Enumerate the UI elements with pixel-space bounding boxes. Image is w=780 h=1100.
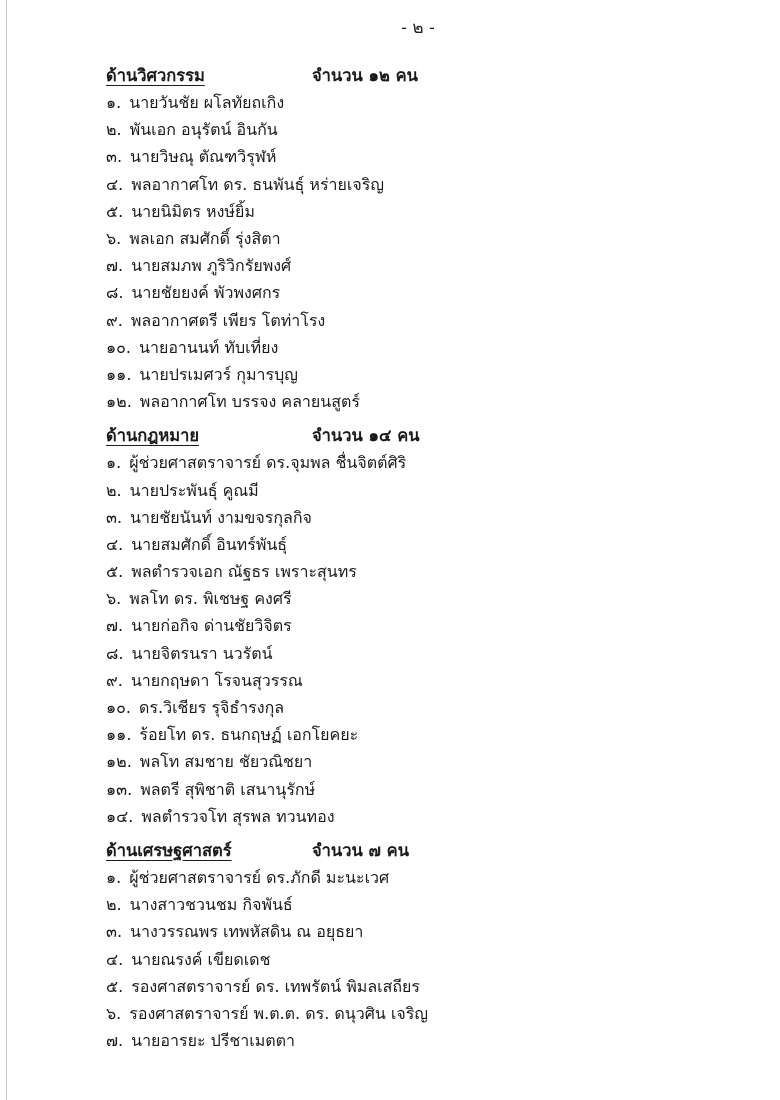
member-list-item: [106, 613, 726, 640]
member-number: ๑.: [106, 867, 122, 887]
member-number: ๑.: [106, 453, 122, 473]
member-name: พลอากาศโท ดร. ธนพันธุ์ หร่ายเจริญ: [131, 174, 384, 194]
member-number: ๑๑.: [106, 364, 132, 384]
section-title: ด้านเศรษฐศาสตร์: [106, 840, 232, 860]
member-number: ๕.: [106, 201, 124, 221]
member-name: นายชัยนันท์ งามขจรกุลกิจ: [130, 507, 312, 527]
member-list-item: [106, 749, 726, 776]
member-name: นางวรรณพร เทพหัสดิน ณ อยุธยา: [130, 922, 364, 942]
member-list-item: [106, 865, 726, 892]
member-list-item: [106, 280, 726, 307]
member-number: ๓.: [106, 507, 123, 527]
member-name: รองศาสตราจารย์ พ.ต.ต. ดร. ดนุวศิน เจริญ: [129, 1003, 428, 1023]
member-number: ๔.: [106, 534, 124, 554]
member-list-item: [106, 892, 726, 919]
member-name: นายก่อกิจ ด่านชัยวิจิตร: [131, 616, 292, 636]
section-header: [106, 62, 726, 90]
member-list-item: [106, 641, 726, 668]
member-number: ๓.: [106, 147, 123, 167]
member-name: พลอากาศโท บรรจง คลายนสูตร์: [139, 392, 360, 412]
member-number: ๙.: [106, 670, 123, 690]
member-number: ๑๓.: [106, 779, 133, 799]
member-name: นายอารยะ ปรีชาเมตตา: [131, 1031, 296, 1051]
member-list-item: [106, 90, 726, 117]
committee-list: [106, 62, 726, 1061]
page-edge: [6, 0, 7, 1100]
member-name: พันเอก อนุรัตน์ อินกัน: [129, 120, 278, 140]
member-number: ๒.: [106, 120, 122, 140]
member-name: นายสมภพ ภูริวิกรัยพงศ์: [131, 256, 292, 276]
member-list-item: [106, 946, 726, 973]
member-number: ๓.: [106, 922, 123, 942]
member-list-item: [106, 559, 726, 586]
member-name: ผู้ช่วยศาสตราจารย์ ดร.จุมพล ชื่นจิตต์ศิริ: [129, 453, 407, 473]
committee-section: [106, 62, 726, 416]
member-list-item: [106, 1028, 726, 1055]
member-list-item: [106, 777, 726, 804]
section-header: [106, 422, 726, 450]
member-name: นายวันชัย ผโลทัยถเกิง: [129, 93, 285, 113]
member-name: นายชัยยงค์ พัวพงศกร: [131, 283, 281, 303]
member-name: นายจิตรนรา นวรัตน์: [131, 643, 273, 663]
member-name: พลอากาศตรี เพียร โตท่าโรง: [130, 310, 326, 330]
member-list-item: [106, 226, 726, 253]
member-name: พลโท สมชาย ชัยวณิชยา: [139, 752, 313, 772]
member-name: นายอานนท์ ทับเที่ยง: [139, 337, 279, 357]
member-number: ๙.: [106, 310, 123, 330]
member-name: นายนิมิตร หงษ์ยิ้ม: [131, 201, 255, 221]
member-list-item: [106, 335, 726, 362]
member-name: นายปรเมศวร์ กุมารบุญ: [139, 364, 298, 384]
member-list-item: [106, 532, 726, 559]
member-name: พลตรี สุพิชาติ เสนานุรักษ์: [140, 779, 316, 799]
member-number: ๗.: [106, 1031, 124, 1051]
member-list-item: [106, 1001, 726, 1028]
member-number: ๔.: [106, 949, 124, 969]
section-member-count: จำนวน ๗ คน: [312, 840, 409, 860]
section-title: ด้านวิศวกรรม: [106, 66, 205, 85]
member-number: ๑๐.: [106, 698, 132, 718]
member-name: นายประพันธุ์ คูณมี: [129, 480, 259, 500]
member-list-item: [106, 362, 726, 389]
member-name: นายกฤษดา โรจนสุวรรณ: [130, 670, 303, 690]
member-number: ๕.: [106, 976, 124, 996]
member-number: ๖.: [106, 589, 122, 609]
member-number: ๖.: [106, 229, 122, 249]
member-name: ดร.วิเชียร รุจิธำรงกุล: [139, 698, 285, 718]
member-number: ๘.: [106, 643, 124, 663]
member-list-item: [106, 389, 726, 416]
member-name: นายสมศักดิ์ อินทร์พันธุ์: [131, 534, 288, 554]
member-number: ๕.: [106, 562, 124, 582]
committee-section: [106, 837, 726, 1055]
member-name: ผู้ช่วยศาสตราจารย์ ดร.ภักดี มะนะเวศ: [129, 867, 390, 887]
member-name: นางสาวชวนชม กิจพันธ์: [129, 895, 293, 915]
member-list-item: [106, 586, 726, 613]
page-number: - ๒ -: [401, 18, 435, 38]
member-name: นายวิษณุ ตัณฑวิรุฬห์: [130, 147, 277, 167]
member-list-item: [106, 477, 726, 504]
member-list-item: [106, 117, 726, 144]
member-list-item: [106, 974, 726, 1001]
member-number: ๑๒.: [106, 392, 132, 412]
member-list-item: [106, 253, 726, 280]
member-number: ๑๒.: [106, 752, 132, 772]
member-list-item: [106, 505, 726, 532]
committee-section: [106, 422, 726, 831]
member-number: ๑๑.: [106, 725, 132, 745]
member-name: นายณรงค์ เขียดเดช: [131, 949, 271, 969]
member-list-item: [106, 919, 726, 946]
member-list-item: [106, 450, 726, 477]
member-list-item: [106, 695, 726, 722]
member-list-item: [106, 722, 726, 749]
member-number: ๑๔.: [106, 806, 134, 826]
member-number: ๘.: [106, 283, 124, 303]
member-name: รองศาสตราจารย์ ดร. เทพรัตน์ พิมลเสถียร: [131, 976, 421, 996]
member-number: ๖.: [106, 1003, 122, 1023]
member-list-item: [106, 804, 726, 831]
member-list-item: [106, 144, 726, 171]
member-number: ๗.: [106, 616, 124, 636]
member-number: ๑๐.: [106, 337, 132, 357]
section-member-count: จำนวน ๑๒ คน: [312, 66, 418, 85]
member-name: พลโท ดร. พิเชษฐ คงศรี: [129, 589, 292, 609]
member-name: ร้อยโท ดร. ธนกฤษฏ์ เอกโยคยะ: [139, 725, 359, 745]
member-number: ๔.: [106, 174, 124, 194]
member-name: พลตำรวจโท สุรพล ทวนทอง: [141, 806, 335, 826]
section-member-count: จำนวน ๑๔ คน: [312, 426, 420, 446]
member-number: ๗.: [106, 256, 124, 276]
member-list-item: [106, 199, 726, 226]
member-list-item: [106, 172, 726, 199]
member-name: พลเอก สมศักดิ์ รุ่งสิตา: [129, 229, 281, 249]
member-list-item: [106, 308, 726, 335]
member-name: พลตำรวจเอก ณัฐธร เพราะสุนทร: [131, 562, 357, 582]
section-header: [106, 837, 726, 865]
section-title: ด้านกฎหมาย: [106, 426, 200, 446]
member-list-item: [106, 668, 726, 695]
member-number: ๒.: [106, 480, 122, 500]
member-number: ๑.: [106, 93, 122, 113]
member-number: ๒.: [106, 895, 122, 915]
